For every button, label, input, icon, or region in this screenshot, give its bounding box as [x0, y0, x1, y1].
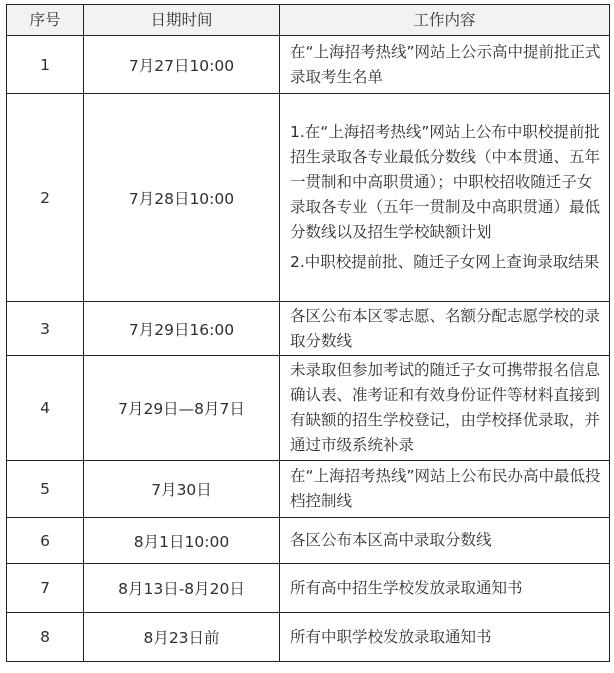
- table-row: [7, 613, 610, 662]
- header-work-content: 工作内容: [280, 5, 610, 36]
- row-date-time: 7月29日16:00: [84, 302, 280, 356]
- row-number: 6: [7, 518, 84, 564]
- work-content-paragraph: 各区公布本区高中录取分数线: [290, 531, 492, 549]
- row-date-time: 7月28日10:00: [84, 94, 280, 302]
- row-number: 3: [7, 302, 84, 356]
- header-date-time: 日期时间: [84, 5, 280, 36]
- table-row: [7, 356, 610, 461]
- row-date-time: 8月13日-8月20日: [84, 564, 280, 613]
- row-date-time: 8月1日10:00: [84, 518, 280, 564]
- row-work-content: [280, 302, 610, 356]
- header-number: 序号: [7, 5, 84, 36]
- row-work-content: [280, 94, 610, 302]
- work-content-paragraph: 所有中职学校发放录取通知书: [290, 627, 492, 646]
- table-row: [7, 461, 610, 518]
- table-row: [7, 302, 610, 356]
- work-content-paragraph: 在“上海招考热线”网站上公示高中提前批正式录取考生名单: [290, 42, 601, 86]
- work-content-paragraph: 1.在“上海招考热线”网站上公布中职校提前批招生录取各专业最低分数线（中本贯通、五年一贯制和中高职贯通）；中职校招收随迁子女录取各专业（五年一贯制及中高职贯通）最低分数线以及招生学校缺额计划: [290, 123, 601, 241]
- row-work-content: [280, 461, 610, 518]
- table-body: [7, 36, 610, 662]
- work-content-paragraph: 各区公布本区零志愿、名额分配志愿学校的录取分数线: [290, 306, 601, 350]
- row-date-time: 7月27日10:00: [84, 36, 280, 94]
- row-date-time: 7月29日—8月7日: [84, 356, 280, 461]
- work-content-paragraph: 所有高中招生学校发放录取通知书: [290, 578, 523, 597]
- work-content-paragraph: 未录取但参加考试的随迁子女可携带报名信息确认表、准考证和有效身份证件等材料直接到有缺额的招生学校登记，由学校择优录取，并通过市级系统补录: [290, 361, 601, 454]
- row-number: 4: [7, 356, 84, 461]
- header-row: [7, 5, 610, 36]
- row-work-content: [280, 356, 610, 461]
- schedule-table: [6, 4, 610, 662]
- work-content-paragraph: 2.中职校提前批、随迁子女网上查询录取结果: [290, 253, 600, 271]
- row-work-content: [280, 613, 610, 662]
- table-row: [7, 564, 610, 613]
- row-number: 5: [7, 461, 84, 518]
- row-work-content: [280, 518, 610, 564]
- row-number: 1: [7, 36, 84, 94]
- row-date-time: 7月30日: [84, 461, 280, 518]
- row-number: 8: [7, 613, 84, 662]
- work-content-paragraph: 在“上海招考热线”网站上公布民办高中最低投档控制线: [290, 467, 601, 510]
- row-number: 7: [7, 564, 84, 613]
- table-row: [7, 518, 610, 564]
- table-row: [7, 36, 610, 94]
- row-work-content: [280, 36, 610, 94]
- row-work-content: [280, 564, 610, 613]
- table-row: [7, 94, 610, 302]
- row-number: 2: [7, 94, 84, 302]
- row-date-time: 8月23日前: [84, 613, 280, 662]
